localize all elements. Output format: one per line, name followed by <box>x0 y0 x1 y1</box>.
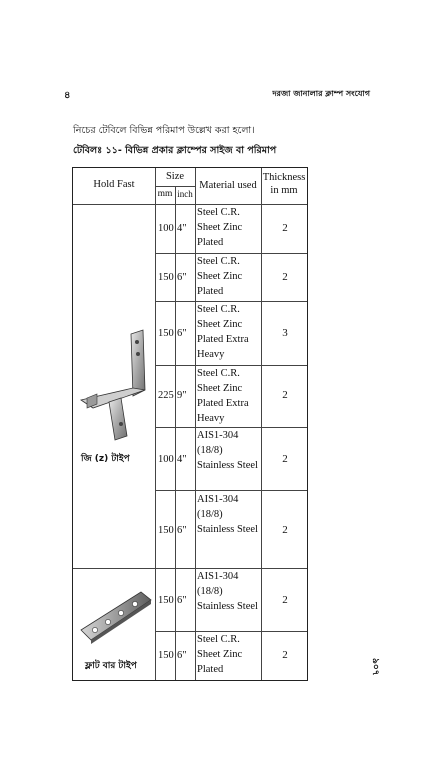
row2-mm: 150 <box>158 272 174 283</box>
row1-inch: 4" <box>177 223 187 234</box>
row6-thickness: 2 <box>282 524 288 536</box>
z-type-label: জি (z) টাইপ <box>81 454 130 464</box>
intro-text: নিচের টেবিলে বিভিন্ন পরিমাপ উল্লেখ করা হলো। <box>73 125 255 136</box>
row6-mm: 150 <box>158 525 174 536</box>
z-type-holdfast-illustration <box>75 328 153 448</box>
row8-inch: 6" <box>177 650 187 661</box>
header-mm: mm <box>157 189 173 199</box>
running-head: দরজা জানালার ক্লাম্প সংযোগ <box>272 89 370 98</box>
row3-thickness: 3 <box>282 327 288 339</box>
header-material: Material used <box>199 180 257 191</box>
row2-thickness: 2 <box>282 271 288 283</box>
row8-thickness: 2 <box>282 649 288 661</box>
flat-bar-label: ফ্লাট বার টাইপ <box>85 661 137 671</box>
row4-inch: 9" <box>177 390 187 401</box>
row5-thickness: 2 <box>282 453 288 465</box>
row7-material: AIS1-304 (18/8) Stainless Steel <box>197 571 258 612</box>
side-page-number: ৯০৭ <box>370 658 380 676</box>
flat-bar-holdfast-illustration <box>79 586 153 648</box>
row1-mm: 100 <box>158 223 174 234</box>
row8-material: Steel C.R. Sheet Zinc Plated <box>197 634 243 675</box>
row5-mm: 100 <box>158 454 174 465</box>
row4-thickness: 2 <box>282 389 288 401</box>
row7-mm: 150 <box>158 595 174 606</box>
header-hold-fast: Hold Fast <box>93 179 135 190</box>
row1-thickness: 2 <box>282 222 288 234</box>
row8-mm: 150 <box>158 650 174 661</box>
row3-material: Steel C.R. Sheet Zinc Plated Extra Heavy <box>197 304 249 360</box>
header-inch: inch <box>177 189 193 199</box>
row6-inch: 6" <box>177 525 187 536</box>
holdfast-table <box>72 167 308 681</box>
page-number: ৪ <box>64 90 71 101</box>
header-size: Size <box>165 171 185 182</box>
row3-mm: 150 <box>158 328 174 339</box>
row5-material: AIS1-304 (18/8) Stainless Steel <box>197 430 258 471</box>
row2-material: Steel C.R. Sheet Zinc Plated <box>197 256 243 297</box>
row4-material: Steel C.R. Sheet Zinc Plated Extra Heavy <box>197 368 249 424</box>
row6-material: AIS1-304 (18/8) Stainless Steel <box>197 494 258 535</box>
row1-material: Steel C.R. Sheet Zinc Plated <box>197 207 243 248</box>
row5-inch: 4" <box>177 454 187 465</box>
header-thickness: Thickness in mm <box>262 172 306 196</box>
row7-inch: 6" <box>177 595 187 606</box>
row7-thickness: 2 <box>282 594 288 606</box>
row2-inch: 6" <box>177 272 187 283</box>
row3-inch: 6" <box>177 328 187 339</box>
row4-mm: 225 <box>158 390 174 401</box>
table-caption: টেবিলঃ ১১- বিভিন্ন প্রকার ক্লাম্পের সাইজ বা পরিমাপ <box>73 145 277 156</box>
